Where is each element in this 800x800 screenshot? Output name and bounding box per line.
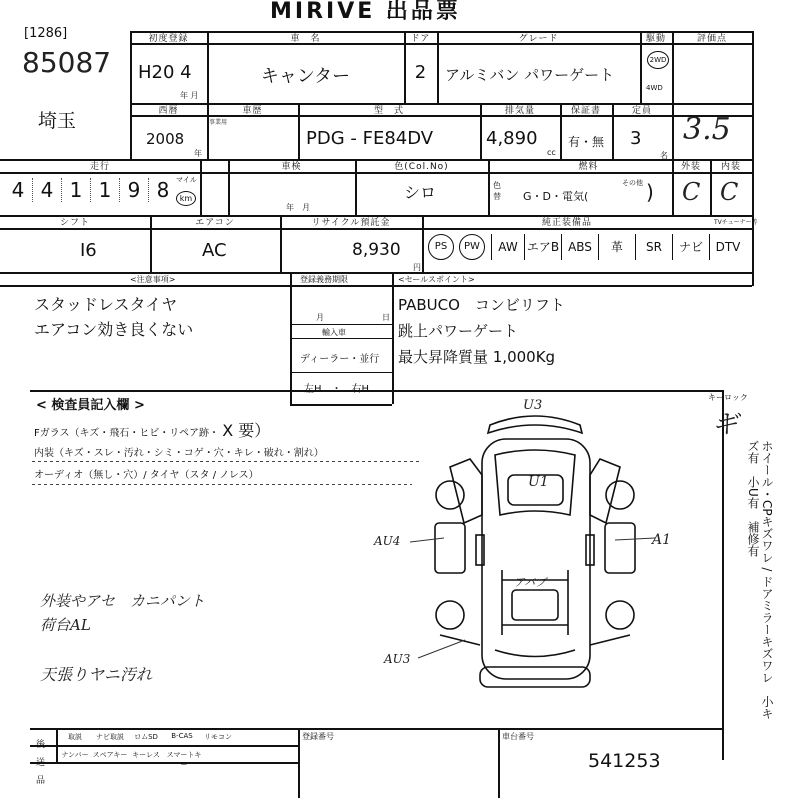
door-count: 2 (414, 62, 427, 83)
model-code: PDG - FE84DV (306, 128, 434, 149)
equip-pw: PW (459, 234, 485, 260)
drive-label: 駆動 (645, 34, 666, 44)
warranty-label: 保証書 (570, 106, 601, 116)
score-label: 評価点 (696, 34, 727, 44)
score-value: 3.5 (683, 112, 731, 147)
item-plate: ナンバー (61, 751, 89, 759)
key-lock-label: キーロック (708, 393, 748, 402)
fuel-other-label: その他 (622, 179, 643, 187)
audio-tire-line: オーディオ（無し・穴）/ タイヤ（スタ / ノレス） (34, 470, 259, 481)
tuner-label: TVチューナー等 (714, 219, 758, 226)
ac-label: エアコン (195, 218, 235, 228)
mileage-unit-km: km (176, 191, 196, 206)
mark-au3: AU3 (384, 652, 411, 666)
mileage-digits (4, 178, 177, 202)
sales-point: 跳上パワーゲート (398, 322, 519, 340)
reg-deadline-label: 登録義務期限 (300, 275, 348, 284)
sales-points (398, 292, 565, 370)
mark-au4: AU4 (374, 534, 401, 548)
key-lock-mark: ギ (712, 410, 739, 440)
history-value: 事業用 (209, 119, 228, 126)
capacity-label: 定員 (631, 106, 652, 116)
mark-a1: A1 (652, 532, 672, 548)
western-year-label: 西暦 (158, 106, 179, 116)
shift-value: I6 (80, 240, 97, 261)
caution-list (34, 292, 193, 342)
mileage-digit: 1 (91, 178, 120, 202)
recycle-unit: 円 (413, 263, 421, 272)
region: 埼玉 (38, 110, 77, 132)
year-month-unit: 年 月 (180, 91, 199, 100)
note-exterior: 外装やアセ カニパント (40, 592, 205, 610)
mileage-digit: 1 (62, 178, 91, 202)
chassis-label: 車台番号 (502, 732, 534, 741)
glass-text: Fガラス（キズ・飛石・ヒビ・リペア跡・ (34, 428, 220, 439)
equipment-list (424, 234, 746, 260)
western-year-unit: 年 (194, 149, 202, 158)
sales-point: PABUCO コンビリフト (398, 296, 565, 314)
mileage-digit: 9 (120, 178, 149, 202)
door-label: ドア (410, 34, 431, 44)
note-ceiling: 天張りヤニ汚れ (40, 665, 153, 684)
interior-line: 内装（キズ・スレ・汚れ・シミ・コゲ・穴・キレ・破れ・割れ） (34, 448, 324, 459)
deferred-items-bottom (58, 750, 204, 770)
deferred-items-label: 後送品 (36, 740, 46, 786)
grade-label: グレード (518, 34, 559, 44)
exterior-label: 外装 (680, 162, 701, 172)
item-spare-key: スペアキー (92, 751, 128, 759)
equip-aw: AW (491, 234, 524, 260)
item-rom-sd: ロムSD (134, 733, 158, 741)
handle-option: 左H ・ 右H (304, 384, 370, 395)
fuel-label: 燃料 (578, 162, 599, 172)
grade-value: アルミバン パワーゲート (445, 66, 615, 84)
exterior-grade: C (682, 178, 701, 206)
fuel-close-paren: ) (646, 180, 654, 204)
mileage-digit: 8 (156, 178, 170, 202)
equip-leather: 革 (598, 234, 635, 260)
equip-sunroof: SR (635, 234, 672, 260)
equip-abs: ABS (561, 234, 598, 260)
mileage-digit: 4 (33, 178, 62, 202)
capacity-unit: 名 (660, 151, 668, 160)
reg-day: 日 (382, 313, 390, 322)
inspection-label: 車検 (281, 162, 302, 172)
ref-number: [1286] (24, 26, 68, 41)
note-cargo: 荷台AL (40, 616, 91, 634)
inspector-label: < 検査員記入欄 > (36, 398, 145, 413)
mark-u1: U1 (528, 474, 549, 490)
color-change: 色替 (493, 181, 501, 201)
sales-label: <セールスポイント> (398, 275, 475, 284)
first-reg-label: 初度登録 (148, 34, 189, 44)
equip-dtv: DTV (709, 234, 746, 260)
interior-label: 内装 (720, 162, 741, 172)
equip-ps: PS (428, 234, 454, 260)
equip-airbag: エアB (524, 234, 561, 260)
shift-label: シフト (59, 218, 90, 228)
recycle-fee: 8,930 (352, 240, 401, 260)
mark-abaj: アバブ (514, 576, 547, 589)
fuel-options: G・D・電気( (523, 190, 589, 203)
model-label: 型 式 (373, 106, 404, 116)
caution-item: エアコン効き良くない (34, 320, 194, 339)
first-reg-value: H20 4 (138, 62, 192, 83)
item-manual: 取説 (68, 733, 82, 741)
car-name-label: 車 名 (290, 34, 321, 44)
mileage-digit: 4 (4, 178, 33, 202)
western-year: 2008 (146, 130, 185, 148)
import-label: 輸入車 (322, 328, 346, 337)
deferred-items-top (58, 732, 236, 742)
item-remote: リモコン (204, 733, 232, 741)
capacity: 3 (630, 128, 642, 149)
chassis-number: 541253 (588, 750, 661, 772)
displacement: 4,890 (486, 128, 538, 149)
color-value: シロ (404, 183, 437, 202)
mileage-label: 走行 (89, 162, 110, 172)
recycle-label: リサイクル預託金 (311, 218, 391, 228)
dealer-option: ディーラー・並行 (300, 354, 380, 365)
interior-grade: C (720, 178, 739, 206)
ac-value: AC (202, 240, 227, 261)
caution-item: スタッドレスタイヤ (34, 295, 178, 314)
warranty-value: 有・無 (568, 135, 605, 149)
equipment-label: 純正装備品 (541, 218, 592, 228)
drive-2wd: 2WD (647, 51, 669, 69)
item-bcas: B-CAS (171, 732, 193, 740)
caution-label: <注意事項> (130, 275, 176, 284)
diagram-leader-lines (410, 530, 670, 670)
lot-number: 85087 (22, 46, 112, 79)
glass-mark: X 要） (222, 421, 271, 440)
color-label: 色(Col.No) (394, 162, 449, 172)
cc-unit: cc (547, 148, 556, 157)
reg-month: 月 (316, 313, 324, 322)
registration-label: 登録番号 (302, 732, 334, 741)
history-label: 車歴 (242, 106, 263, 116)
drive-4wd: 4WD (646, 84, 663, 92)
inspection-unit: 年 月 (286, 203, 310, 212)
car-name: キャンター (260, 66, 351, 87)
wheel-mirror-notes: ホイール・CPキズワレ / ドアミラーキズワレ 小キズ有 小U有 補修有 (746, 440, 774, 720)
item-keyless: キーレス (132, 751, 160, 759)
glass-line (34, 418, 270, 441)
equip-navi: ナビ (672, 234, 709, 260)
mileage-unit-mile: マイル (176, 176, 197, 184)
displacement-label: 排気量 (504, 106, 535, 116)
item-smart-key: スマートキー (166, 751, 202, 769)
sales-point: 最大昇降質量 1,000Kg (398, 348, 556, 366)
sheet-title: MIRIVE 出品票 (270, 0, 461, 24)
item-navi-manual: ナビ取説 (96, 733, 124, 741)
mark-u3: U3 (523, 398, 543, 413)
